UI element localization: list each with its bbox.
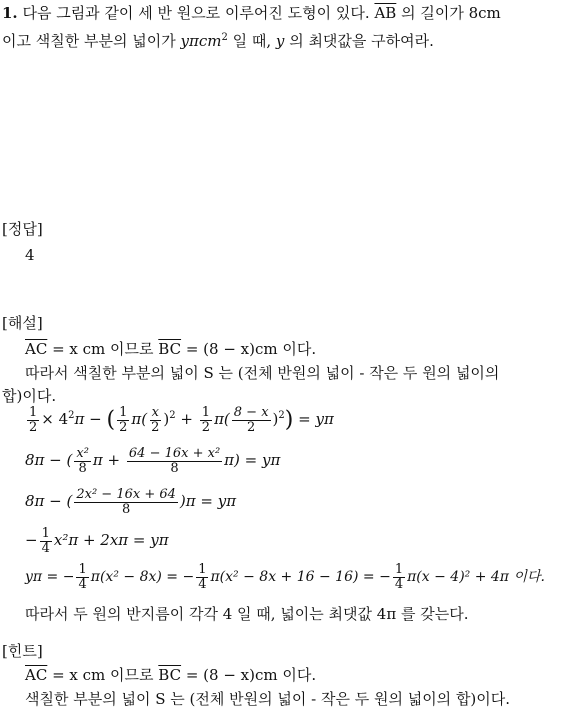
frac-poly2-8: $\frac{\text{2x² − 16x + 64}}{8}$ <box>76 487 176 517</box>
frac-1-2c: $\frac{1}{2}$ <box>201 405 211 435</box>
problem-number: 1. <box>2 4 18 22</box>
problem-text-1a: 다음 그림과 같이 세 반 원으로 이루어진 도형이 있다. <box>22 4 370 22</box>
problem-text-2a: 이고 색칠한 부분의 넓이가 <box>2 32 176 50</box>
frac-1-2: $\frac{1}{2}$ <box>29 405 38 435</box>
problem-line-1 <box>2 2 501 23</box>
equation-4: − $\frac{1}{4}$ x²π + 2xπ = yπ <box>25 526 169 556</box>
exp-2: 2 <box>221 32 228 43</box>
problem-text-1b: 의 길이가 8cm <box>401 4 501 22</box>
sol-l1-mid: = x cm 이므로 <box>47 340 159 358</box>
solution-line-1 <box>25 338 316 359</box>
equation-3: 8π − ( $\frac{\text{2x² − 16x + 64}}{8}$ )π = yπ <box>25 487 237 517</box>
equation-1: $\frac{1}{2}$ × $4^2\pi$ − ( $\frac{1}{2}$ π( $\frac{x}{2}$ )$^2$ + $\frac{1}{2}$ π( $\frac{8 - x}{2}$ )$^2$) = yπ <box>29 405 334 435</box>
frac-1-4c: $\frac{1}{4}$ <box>198 562 207 592</box>
hint-line-1: $\overline{AC} = x$ cm 이므로 $\overline{BC} = (8 - x)cm$ 이다. <box>25 666 317 684</box>
solution-conclusion: 따라서 두 원의 반지름이 각각 4 일 때, 넓이는 최댓값 4π 를 갖는다. <box>25 605 469 623</box>
hint-line-2: 색칠한 부분의 넓이 S 는 (전체 반원의 넓이 - 작은 두 원의 넓이의 합)이다. <box>25 690 511 708</box>
frac-x2-8: $\frac{\text{x²}}{8}$ <box>76 446 89 476</box>
hint-segment-ac: $\overline{AC}$ <box>25 666 48 684</box>
equation-5: yπ = − $\frac{1}{4}$ π(x² − 8x) = − $\frac{1}{4}$ π(x² − 8x + 16 − 16) = − $\frac{1}{4}$ π(x − 4)² + 4π 이다. <box>25 562 545 592</box>
frac-poly-8: $\frac{\text{64 − 16x + x²}}{8}$ <box>128 446 221 476</box>
segment-bc: $\overline{BC}$ <box>158 340 182 358</box>
problem-text-2c: 의 최댓값을 구하여라. <box>289 32 434 50</box>
var-y: y <box>180 32 189 50</box>
answer-label: [정답] <box>2 220 43 238</box>
frac-1-4: $\frac{1}{4}$ <box>41 526 50 556</box>
pi-cm: πcm <box>188 32 222 50</box>
segment-ac: $\overline{AC}$ <box>25 340 48 358</box>
hint-label: [힌트] <box>2 642 43 660</box>
problem-line-2 <box>2 30 434 51</box>
var-y-2: y <box>275 32 285 50</box>
solution-line-2: 따라서 색칠한 부분의 넓이 S 는 (전체 반원의 넓이 - 작은 두 원의 넓이의 <box>25 364 500 382</box>
frac-x-2: $\frac{x}{2}$ <box>151 405 160 435</box>
segment-ab: $\overline{AB}$ <box>374 4 397 22</box>
hint-segment-bc: $\overline{BC}$ <box>158 666 182 684</box>
frac-1-4d: $\frac{1}{4}$ <box>394 562 404 592</box>
solution-line-3: 합)이다. <box>2 387 57 405</box>
frac-1-4b: $\frac{1}{4}$ <box>78 562 87 592</box>
answer-value: 4 <box>25 246 35 264</box>
solution-label: [해설] <box>2 314 43 332</box>
sol-l1-end: = (8 − x)cm 이다. <box>181 340 317 358</box>
equation-2: 8π − ( $\frac{\text{x²}}{8}$ π + $\frac{\text{64 − 16x + x²}}{8}$ π) = yπ <box>25 446 281 476</box>
frac-1-2b: $\frac{1}{2}$ <box>119 405 128 435</box>
frac-8-x-2: $\frac{8 - x}{2}$ <box>233 405 269 435</box>
problem-text-2b: 일 때, <box>232 32 272 50</box>
